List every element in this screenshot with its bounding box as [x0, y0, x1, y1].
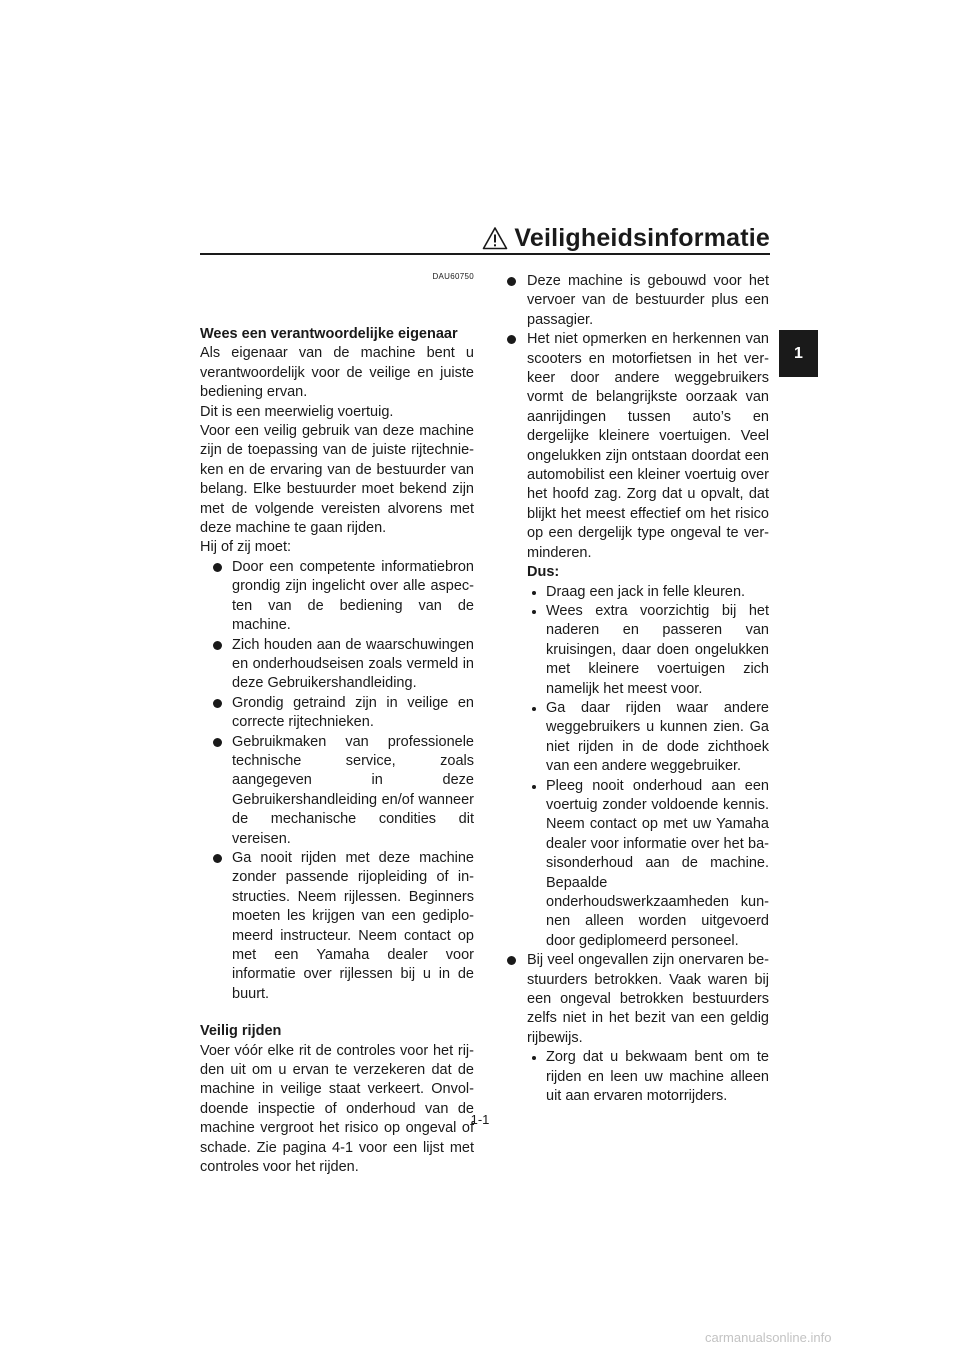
bullet-icon	[213, 563, 222, 572]
watermark: carmanualsonline.info	[705, 1330, 832, 1345]
bullet-icon	[213, 641, 222, 650]
sub-list-item-text: Zorg dat u bekwaam bent om te rijden en leen uw machine alleen uit aan ervaren motorrijders.	[546, 1049, 769, 1105]
sub-heading-dus: Dus:	[527, 564, 560, 581]
list-item	[200, 558, 474, 636]
sub-list-item	[527, 777, 769, 952]
list-item	[200, 636, 474, 694]
bullet-icon	[213, 854, 222, 863]
sub-list-item-text: Pleeg nooit onderhoud aan een voertuig zonder voldoende kennis. Neem contact op met uw Yamaha dealer voor informatie over het basisonderhoud aan de machine. Bepaalde onderhoudswerkzaamheden kunnen alleen worden uitgevoerd door gediplomeerd personeel.	[546, 777, 769, 949]
paragraph: Voer vóór elke rit de controles voor het rijden uit om u ervan te verzekeren dat de machine in veilige staat verkeert. Onvoldoende inspectie of onderhoud van de machine vergroot het risico op ongeval of schade. Zie pagina 4-1 voor een lijst met controles voor het rijden.	[200, 1042, 474, 1176]
list-item	[200, 849, 474, 1004]
small-bullet-icon	[532, 1056, 536, 1060]
sub-list-item	[527, 583, 769, 602]
list-item-text: Grondig getraind zijn in veilige en correcte rijtechnieken.	[232, 694, 474, 731]
small-bullet-icon	[532, 707, 536, 711]
bullet-icon	[507, 956, 516, 965]
sub-list-item	[527, 602, 769, 699]
sub-list	[527, 583, 769, 952]
heading-responsible-owner: Wees een verantwoordelijke eigenaar	[200, 326, 458, 342]
list-item	[200, 733, 474, 849]
bullet-icon	[213, 699, 222, 708]
sub-list-item-text: Wees extra voorzichtig bij het naderen en passeren van kruisingen, daar doen ongelukken met kleinere voertuigen zich namelijk het meest voor.	[546, 602, 769, 697]
paragraph: Voor een veilig gebruik van deze machine zijn de toepassing van de juiste rijtechnieken en de ervaring van de bestuurder van belang. Elke bestuurder moet bekend zijn met de volgende vereisten alvorens met deze machine te gaan rijden.	[200, 423, 474, 537]
list-item	[506, 330, 769, 951]
spacer	[200, 1004, 474, 1022]
sub-list-item-text: Draag een jack in felle kleuren.	[546, 583, 746, 600]
requirements-list	[200, 558, 474, 1004]
left-column	[200, 272, 474, 1177]
safety-list	[506, 272, 769, 1106]
list-item-text: Door een competente informatiebron grondig zijn ingelicht over alle aspecten van de bediening van de machine.	[232, 558, 474, 634]
list-item	[506, 951, 769, 1106]
paragraph: Als eigenaar van de machine bent u verantwoordelijk voor de veilige en juiste bediening ervan.	[200, 345, 474, 401]
page-title: Veiligheidsinformatie	[514, 223, 770, 252]
list-item-text: Het niet opmerken en herkennen van scooters en motorfietsen in het verkeer door andere weggebruikers vormt de belangrijkste oorzaak van aanrijdingen tussen auto’s en dergelijke kleinere voertuigen. Veel ongelukken zijn ontstaan doordat een automobilist een kleiner voertuig over het hoofd zag. Zorg dat u opvalt, dat blijkt het meest effectief om het risico op een dergelijk type ongeval te verminderen.	[527, 331, 769, 561]
paragraph: Hij of zij moet:	[200, 539, 292, 556]
paragraph: Dit is een meerwielig voertuig.	[200, 403, 394, 420]
header-rule	[200, 253, 770, 255]
sub-list-item	[527, 699, 769, 777]
list-item	[506, 272, 769, 330]
list-item-text: Gebruikmaken van professionele technische service, zoals aangegeven in deze Gebruikershandleiding en/of wanneer de mechanische condities dit vereisen.	[232, 733, 474, 847]
sub-list-item-text: Ga daar rijden waar andere weggebruikers u kunnen zien. Ga niet rijden in de dode zichthoek van een andere weggebruiker.	[546, 699, 769, 775]
right-column	[506, 272, 769, 1106]
bullet-icon	[213, 738, 222, 747]
page-header	[200, 222, 770, 254]
sub-list	[527, 1048, 769, 1106]
list-item-text: Zich houden aan de waarschuwingen en onderhoudseisen zoals vermeld in deze Gebruikershandleiding.	[232, 636, 474, 692]
heading-safe-riding: Veilig rijden	[200, 1023, 282, 1040]
chapter-number: 1	[794, 344, 803, 362]
list-item	[200, 694, 474, 733]
page-number: 1-1	[470, 1112, 490, 1127]
warning-triangle-icon	[482, 226, 508, 250]
bullet-icon	[507, 335, 516, 344]
list-item-text: Deze machine is gebouwd voor het vervoer van de bestuurder plus een passagier.	[527, 273, 769, 328]
sub-list-item	[527, 1048, 769, 1106]
list-item-text: Bij veel ongevallen zijn onervaren bestuurders betrokken. Vaak waren bij een ongeval betrokken bestuurders zelfs niet in het bezit van een geldig rijbewijs.	[527, 952, 769, 1046]
small-bullet-icon	[532, 591, 536, 595]
bullet-icon	[507, 277, 516, 286]
section-code: DAU60750	[432, 272, 474, 281]
chapter-tab	[779, 330, 818, 377]
small-bullet-icon	[532, 610, 536, 614]
list-item-text: Ga nooit rijden met deze machine zonder passende rijopleiding of instructies. Neem rijlessen. Beginners moeten les krijgen van een gediplomeerd instructeur. Neem contact op met een Yamaha dealer voor informatie over rijlessen bij u in de buurt.	[232, 849, 474, 1002]
small-bullet-icon	[532, 785, 536, 789]
